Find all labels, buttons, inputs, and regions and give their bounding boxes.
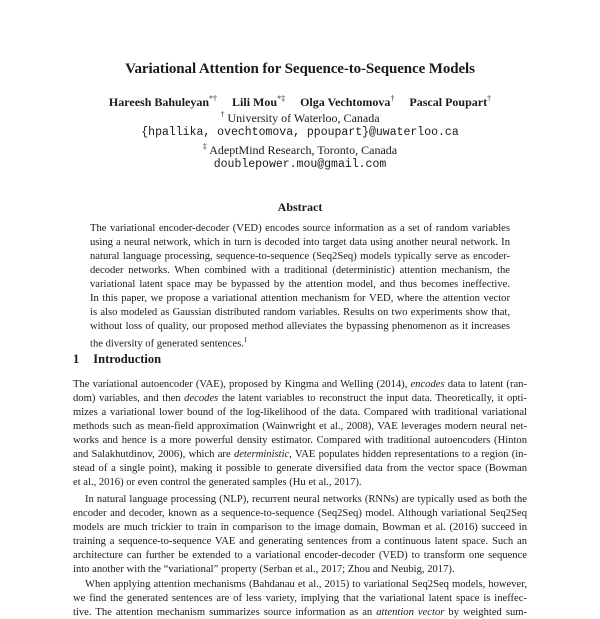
paragraph-line: The variational autoencoder (VAE), proposed by Kingma and Welling (2014), encodes data to latent (ran- [73,379,527,390]
abstract-line: natural language processing, sequence-to-sequence (Seq2Seq) models typically serve as encoder- [90,251,510,262]
section-heading: 1 Introduction [73,352,162,366]
paragraph-line: stead of a single point), making it possible to generate diversified data from the vector space (Bowman [73,463,527,474]
abstract-line: decoder networks. When combined with a traditional (deterministic) attention mechanism, the [90,265,510,276]
abstract-line: the diversity of generated sentences.$^1$ [90,336,248,350]
paragraph-line: into another with the “variational” property (Serban et al., 2017; Zhou and Neubig, 2017). [73,564,455,575]
author: Olga Vechtomova† [300,94,395,109]
abstract-line: In this paper, we propose a variational attention mechanism for VED, where the attention vector [90,293,510,304]
paragraph-line: dom) variables, and then decodes the latent variables to reconstruct the input data. Theoretically, it opti- [73,393,527,404]
paragraph-line: architecture can further be extended to a variational encoder-decoder (VED) to transform one sequence [73,550,527,561]
paragraph-line: and Salakhutdinov, 2006), which are deterministic, VAE populates hidden representations to a region (in- [73,449,527,460]
affiliation-2: ‡ AdeptMind Research, Toronto, Canada [202,142,398,157]
author-list [0,94,600,110]
affiliation-1-email[interactable]: {hpallika, ovechtomova, ppoupart}@uwaterloo.ca [141,126,459,139]
abstract-line: The variational encoder-decoder (VED) encodes source information as a set of random variables [90,223,510,234]
paragraph-line: methods such as mean-field approximation (Wainwright et al., 2008), VAE leverages modern neural net- [73,421,527,432]
author: Pascal Poupart† [409,94,492,109]
paragraph-line: we find the generated sentences are of less variety, implying that the variational latent space is ineffec- [73,593,527,604]
paragraph-line: training a sequence-to-sequence VAE and generating sentences from a continuous latent space. Such an [73,536,527,547]
abstract-line: without loss of quality, our proposed method alleviates the bypassing phenomenon as it increases [90,321,510,332]
paragraph-line: When applying attention mechanisms (Bahdanau et al., 2015) to variational Seq2Seq models, however, [85,579,527,590]
abstract-line: using a neural network, which in turn is decoded into target data using another neural network. In [90,237,510,248]
author: Lili Mou*‡ [232,94,286,109]
paper-title: Variational Attention for Sequence-to-Sequence Models [125,61,475,77]
abstract-line: variational latent space may be bypassed by the attention model, and thus becomes ineffective. [90,279,510,290]
paragraph-line: In natural language processing (NLP), recurrent neural networks (RNNs) are typically used as both the [85,494,527,505]
affiliation-2-email[interactable]: doublepower.mou@gmail.com [213,158,387,171]
paragraph-line: models are much trickier to train in comparison to the image domain, Bowman et al. (2016) succeed in [73,522,527,533]
abstract-heading: Abstract [277,200,323,214]
author: Hareesh Bahuleyan*† [108,94,218,109]
paragraph-line: works and hence is a more powerful density estimator. Compared with traditional autoencoders (Hinton [73,435,527,446]
paragraph-line: encoder and decoder, known as a sequence-to-sequence (Seq2Seq) model. Although variational Seq2Seq [73,508,527,519]
abstract-line: is also modeled as Gaussian distributed random variables. Results on two experiments show that, [90,307,510,318]
paragraph-line: tive. The attention mechanism summarizes source information as an attention vector by weighted sum- [73,607,528,618]
paragraph-line: et al., 2016) or even control the generated samples (Hu et al., 2017). [73,477,362,488]
affiliation-1: † University of Waterloo, Canada [220,110,380,125]
paragraph-line: mizes a variational lower bound of the log-likelihood of the data. Compared with traditional variational [73,407,527,418]
footnote-marker[interactable]: 1 [243,336,248,344]
